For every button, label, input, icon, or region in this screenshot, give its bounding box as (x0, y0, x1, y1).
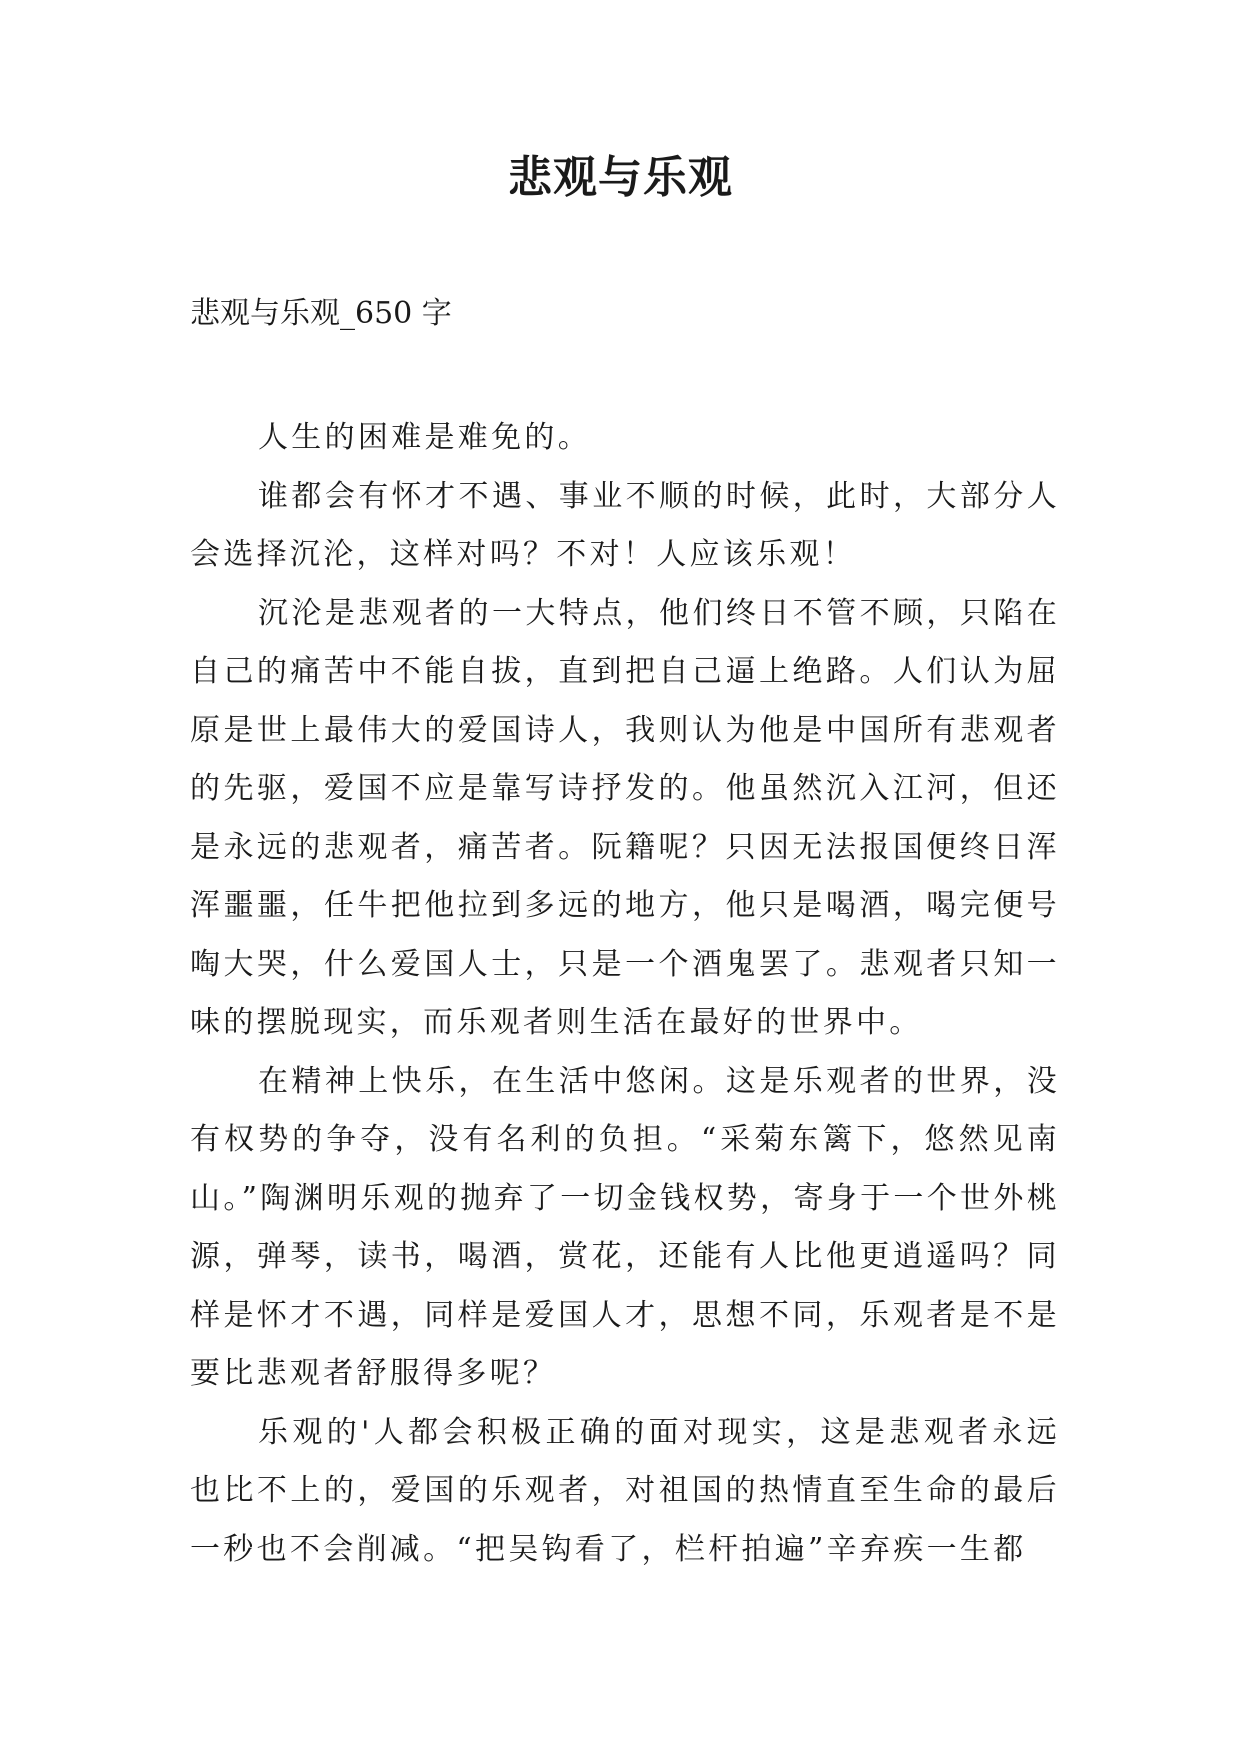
paragraph: 人生的困难是难免的。 (258, 420, 591, 455)
document-title: 悲观与乐观 (508, 152, 733, 203)
document-body (190, 409, 1060, 1579)
paragraph: 在精神上快乐，在生活中悠闲。这是乐观者的世界，没有权势的争夺，没有名利的负担。“采菊东篱下，悠然见南山。”陶渊明乐观的抛弃了一切金钱权势，寄身于一个世外桃源，弹琴，读书，喝酒，赏花，还能有人比他更逍遥吗？同样是怀才不遇，同样是爱国人才，思想不同，乐观者是不是要比悲观者舒服得多呢？ (190, 1063, 1060, 1391)
paragraph: 沉沦是悲观者的一大特点，他们终日不管不顾，只陷在自己的痛苦中不能自拔，直到把自己逼上绝路。人们认为屈原是世上最伟大的爱国诗人，我则认为他是中国所有悲观者的先驱，爱国不应是靠写诗抒发的。他虽然沉入江河，但还是永远的悲观者，痛苦者。阮籍呢？只因无法报国便终日浑浑噩噩，任牛把他拉到多远的地方，他只是喝酒，喝完便号啕大哭，什么爱国人士，只是一个酒鬼罢了。悲观者只知一味的摆脱现实，而乐观者则生活在最好的世界中。 (190, 595, 1060, 1040)
document-subtitle: 悲观与乐观_650 字 (190, 296, 452, 331)
paragraph: 谁都会有怀才不遇、事业不顺的时候，此时，大部分人会选择沉沦，这样对吗？不对！人应该乐观！ (190, 478, 1060, 572)
paragraph: 乐观的'人都会积极正确的面对现实，这是悲观者永远也比不上的，爱国的乐观者，对祖国的热情直至生命的最后一秒也不会削减。“把吴钩看了，栏杆拍遍”辛弃疾一生都 (190, 1414, 1060, 1567)
